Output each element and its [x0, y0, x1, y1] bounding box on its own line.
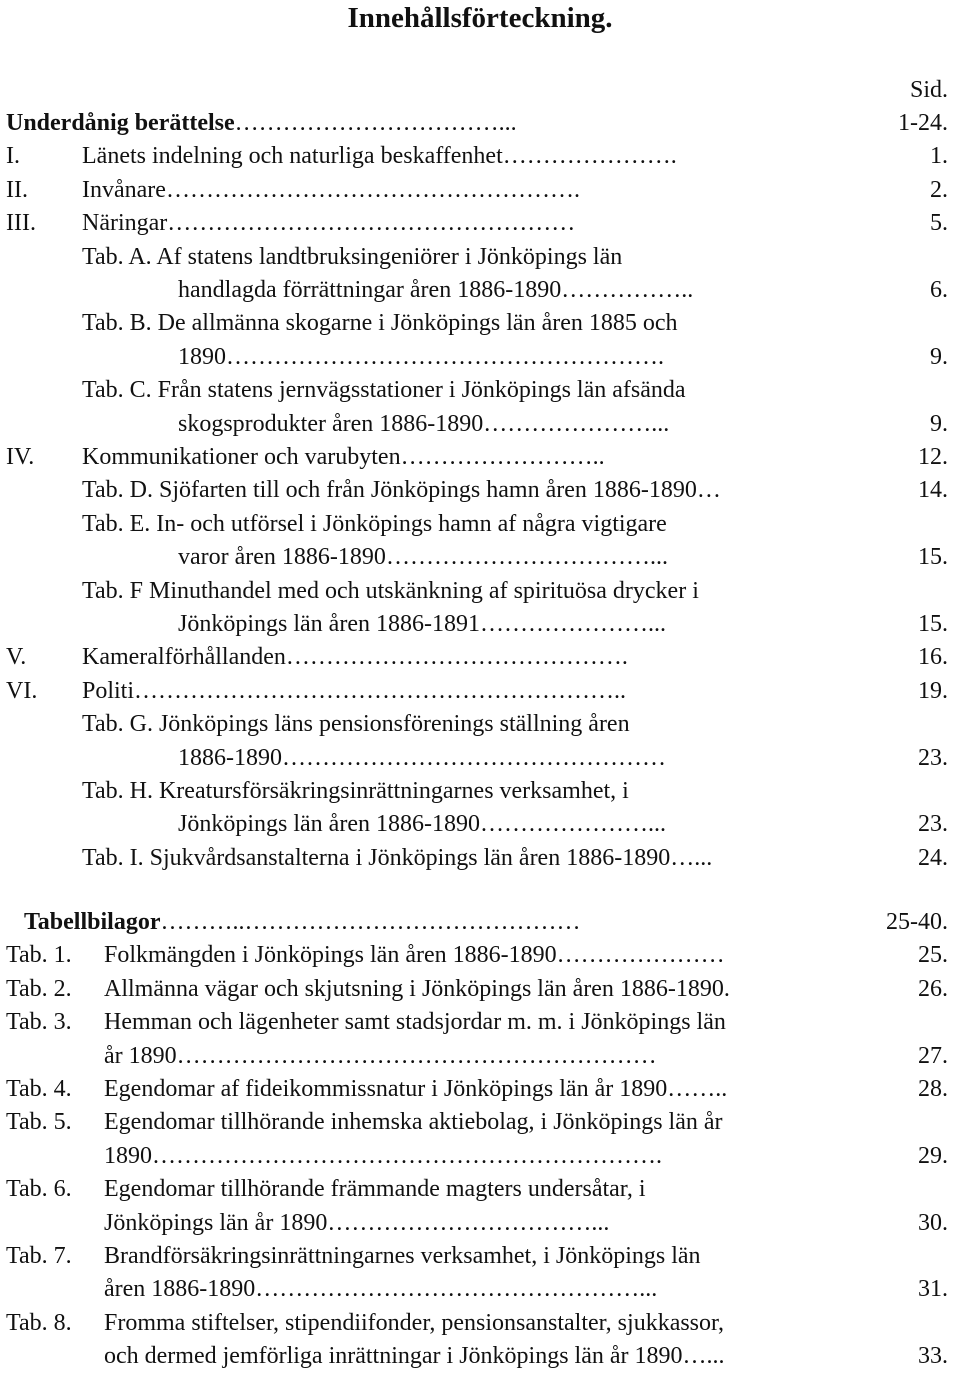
- toc-entry: [0, 775, 960, 808]
- toc-entry: [0, 842, 960, 875]
- section-heading-label: Tabellbilagor: [24, 909, 161, 935]
- page-number: 14.: [918, 477, 948, 504]
- leader-dots: …………………...: [479, 611, 666, 637]
- entry-title: Egendomar tillhörande inhemska aktiebolag, i Jönköpings län år: [104, 1109, 723, 1136]
- toc-entry: [0, 939, 960, 972]
- entry-title: Tab. C. Från statens jernvägsstationer i Jönköpings län afsända: [82, 377, 686, 404]
- leader-dots: …………………………………….: [285, 644, 628, 671]
- entry-text: [82, 675, 626, 708]
- entry-title: Tab. E. In- och utförsel i Jönköpings hamn af några vigtigare: [82, 510, 667, 537]
- page-number: 30.: [918, 1209, 948, 1236]
- toc-entry: [0, 140, 960, 173]
- entry-title: 1886-1890: [178, 744, 282, 771]
- page-number: 16.: [918, 644, 948, 671]
- entry-text: [178, 341, 664, 374]
- entry-title: Näringar: [82, 210, 168, 237]
- entry-number: Tab. 1.: [6, 942, 72, 969]
- page-number: 27.: [918, 1042, 948, 1069]
- toc-entry: [0, 742, 960, 775]
- leader-dots: …………………………………………: [282, 744, 666, 771]
- entry-text: [104, 1340, 725, 1373]
- leader-dots: ………..……………………………………: [160, 909, 581, 935]
- page-number: 1.: [930, 143, 948, 170]
- entry-title: Kameralförhållanden: [82, 644, 286, 671]
- entry-text: [104, 939, 725, 972]
- entry-title: åren 1886-1890: [104, 1276, 256, 1303]
- entry-text: [104, 1106, 723, 1139]
- entry-text: [82, 708, 630, 741]
- entry-title: Tab. I. Sjukvårdsanstalterna i Jönköpings län åren 1886-1890: [82, 844, 671, 871]
- page-number: 23.: [918, 744, 948, 771]
- entry-number: Tab. 7.: [6, 1243, 72, 1269]
- entry-title: Egendomar tillhörande främmande magters undersåtar, i: [104, 1176, 646, 1203]
- entry-text: [104, 1073, 727, 1106]
- entry-number: IV.: [6, 444, 35, 470]
- toc-entry: [0, 808, 960, 841]
- page-number: 25.: [918, 942, 948, 969]
- page-number: 2.: [930, 176, 948, 203]
- entry-text: [104, 1307, 724, 1340]
- entry-title: Kommunikationer och varubyten: [82, 444, 401, 470]
- entry-text: [82, 641, 628, 674]
- entry-title: Invånare: [82, 176, 166, 203]
- leader-dots: ……………………………...: [327, 1209, 610, 1236]
- page-number: 29.: [918, 1142, 948, 1169]
- leader-dots: ……………………………………………………….: [152, 1142, 662, 1169]
- page-number: 9.: [930, 410, 948, 437]
- toc-entry: [0, 474, 960, 507]
- entry-text: [82, 775, 629, 808]
- entry-text: [178, 608, 666, 641]
- entry-title: 1890: [178, 343, 226, 370]
- toc-entry: [0, 508, 960, 541]
- entry-title: och dermed jemförliga inrättningar i Jönköpings län år 1890: [104, 1343, 683, 1370]
- toc-entry: [0, 608, 960, 641]
- leader-dots: ……………………………...: [234, 110, 517, 136]
- page-number: 9.: [930, 343, 948, 370]
- toc-entry: [0, 241, 960, 274]
- page-number: 24.: [918, 844, 948, 871]
- entry-title: Folkmängden i Jönköpings län åren 1886-1890: [104, 942, 557, 969]
- entry-text: [104, 1140, 662, 1173]
- page-column-header: Sid.: [909, 77, 948, 103]
- entry-text: [104, 1173, 646, 1206]
- toc-entry: [0, 274, 960, 307]
- entry-text: [178, 408, 669, 441]
- leader-dots: …: [696, 477, 721, 504]
- entry-text: [178, 274, 693, 307]
- entry-text: [178, 541, 668, 574]
- toc-entry: [0, 307, 960, 340]
- leader-dots: …………………………………………….: [165, 176, 580, 203]
- entry-text: [82, 474, 721, 507]
- entry-title: skogsprodukter åren 1886-1890: [178, 410, 484, 437]
- page-number: 1-24.: [898, 110, 948, 136]
- entry-number: Tab. 3.: [6, 1009, 72, 1036]
- entry-title: Tab. D. Sjöfarten till och från Jönköpings hamn åren 1886-1890: [82, 477, 697, 504]
- entry-title: Jönköpings län åren 1886-1890: [178, 811, 480, 838]
- entry-text: [178, 742, 666, 775]
- entry-title: Egendomar af fideikommissnatur i Jönköpings län år 1890: [104, 1076, 668, 1102]
- entry-title: 1890: [104, 1142, 152, 1169]
- toc-entry: [0, 341, 960, 374]
- entry-title: Länets indelning och naturliga beskaffenhet: [82, 143, 503, 170]
- page-number: 25-40.: [886, 909, 948, 935]
- entry-title: Tab. A. Af statens landtbruksingeniörer i Jönköpings län: [82, 243, 623, 270]
- toc-entry: [0, 408, 960, 441]
- leader-dots: ………………….: [502, 143, 677, 170]
- entry-title: Tab. G. Jönköpings läns pensionsförenings ställning åren: [82, 711, 630, 738]
- entry-title: varor åren 1886-1890: [178, 544, 386, 571]
- toc-entry: [0, 575, 960, 608]
- entry-number: V.: [6, 644, 27, 671]
- entry-text: [82, 174, 580, 207]
- entry-number: Tab. 5.: [6, 1109, 72, 1136]
- entry-number: VI.: [6, 677, 38, 704]
- leader-dots: …………………...: [479, 811, 666, 838]
- entry-text: [82, 241, 622, 274]
- page-number: 15.: [918, 544, 948, 571]
- entry-text: [82, 575, 699, 608]
- entry-title: Brandförsäkringsinrättningarnes verksamhet, i Jönköpings län: [104, 1243, 701, 1269]
- section-heading-label: Underdånig berättelse: [6, 110, 235, 136]
- entry-text: [82, 374, 686, 407]
- entry-text: [82, 140, 677, 173]
- entry-text: [104, 1240, 701, 1273]
- entry-title: Tab. H. Kreatursförsäkringsinrättningarnes verksamhet, i: [82, 778, 629, 804]
- entry-text: [82, 207, 575, 240]
- toc-entry: [0, 441, 960, 474]
- toc-entry: [0, 1307, 960, 1340]
- toc-entry: [0, 708, 960, 741]
- toc-entry: [0, 1006, 960, 1039]
- entry-text: [82, 307, 678, 340]
- entry-text: [104, 1273, 657, 1306]
- entry-title: Fromma stiftelser, stipendiifonder, pensionsanstalter, sjukkassor,: [104, 1309, 725, 1336]
- toc-entry: [0, 1073, 960, 1106]
- leader-dots: ……………………………...: [385, 544, 668, 571]
- page-number: 23.: [918, 811, 948, 838]
- entry-title: Politi: [82, 677, 135, 704]
- entry-number: II.: [6, 176, 28, 203]
- toc-entry: [0, 1106, 960, 1139]
- entry-number: Tab. 4.: [6, 1076, 72, 1102]
- toc-entry: [0, 973, 960, 1006]
- leader-dots: ……………..: [561, 277, 694, 303]
- toc-entry: [0, 1207, 960, 1240]
- entry-number: III.: [6, 210, 36, 237]
- entry-text: [104, 1006, 726, 1039]
- entry-text: [82, 508, 667, 541]
- toc-entry: [0, 1240, 960, 1273]
- entry-number: Tab. 2.: [6, 975, 72, 1002]
- toc-entry: [0, 1040, 960, 1073]
- entry-text: [178, 808, 666, 841]
- entry-number: Tab. 6.: [6, 1176, 72, 1203]
- page-number: 28.: [918, 1076, 948, 1102]
- leader-dots: …………………………………………...: [255, 1276, 658, 1303]
- page-number: 6.: [930, 277, 948, 303]
- section-heading: [24, 906, 580, 939]
- leader-dots: ……………………………………………………: [176, 1042, 657, 1069]
- entry-number: Tab. 8.: [6, 1309, 72, 1336]
- leader-dots: ……………………………………………: [167, 210, 576, 237]
- page-number: 31.: [918, 1276, 948, 1303]
- toc-entry: [0, 1140, 960, 1173]
- entry-title: handlagda förrättningar åren 1886-1890: [178, 277, 562, 303]
- leader-dots: ……………………………………………….: [226, 343, 664, 370]
- toc-entry: [0, 1173, 960, 1206]
- page-number: 15.: [918, 611, 948, 637]
- toc-entry: [0, 675, 960, 708]
- entry-text: [104, 973, 730, 1006]
- leader-dots: …...: [682, 1343, 725, 1370]
- leader-dots: ……..: [667, 1076, 728, 1102]
- page-number: 26.: [918, 975, 948, 1002]
- toc-entry: [0, 906, 960, 939]
- leader-dots: ……………………..: [400, 444, 605, 470]
- toc-entry: [0, 174, 960, 207]
- leader-dots: …………………: [556, 942, 725, 969]
- toc-entry: [0, 1273, 960, 1306]
- leader-dots: ……………………………………………………..: [134, 677, 627, 704]
- page-number: 5.: [930, 210, 948, 237]
- entry-text: [104, 1207, 609, 1240]
- entry-text: [82, 441, 605, 474]
- entry-title: år 1890: [104, 1042, 177, 1069]
- entry-title: Hemman och lägenheter samt stadsjordar m. m. i Jönköpings län: [104, 1009, 726, 1036]
- toc-entry: [0, 641, 960, 674]
- page-number: 12.: [918, 444, 948, 470]
- toc-entry: [0, 207, 960, 240]
- entry-title: Jönköpings län åren 1886-1891: [178, 611, 480, 637]
- entry-title: Allmänna vägar och skjutsning i Jönköpings län åren 1886-1890.: [104, 975, 730, 1002]
- toc-entry: [0, 374, 960, 407]
- toc-entry: [0, 1340, 960, 1373]
- entry-number: I.: [6, 143, 20, 170]
- entry-title: Tab. B. De allmänna skogarne i Jönköpings län åren 1885 och: [82, 310, 678, 337]
- entry-title: Jönköpings län år 1890: [104, 1209, 328, 1236]
- leader-dots: …...: [670, 844, 713, 871]
- entry-text: [82, 842, 712, 875]
- section-heading: [6, 107, 517, 140]
- page-number: 19.: [918, 677, 948, 704]
- entry-text: [104, 1040, 657, 1073]
- toc-entry: [0, 541, 960, 574]
- page-number: 33.: [918, 1343, 948, 1370]
- entry-title: Tab. F Minuthandel med och utskänkning af spirituösa drycker i: [82, 577, 699, 604]
- toc-entry: [0, 107, 960, 140]
- page-title: Innehållsförteckning.: [347, 2, 613, 34]
- leader-dots: …………………...: [483, 410, 670, 437]
